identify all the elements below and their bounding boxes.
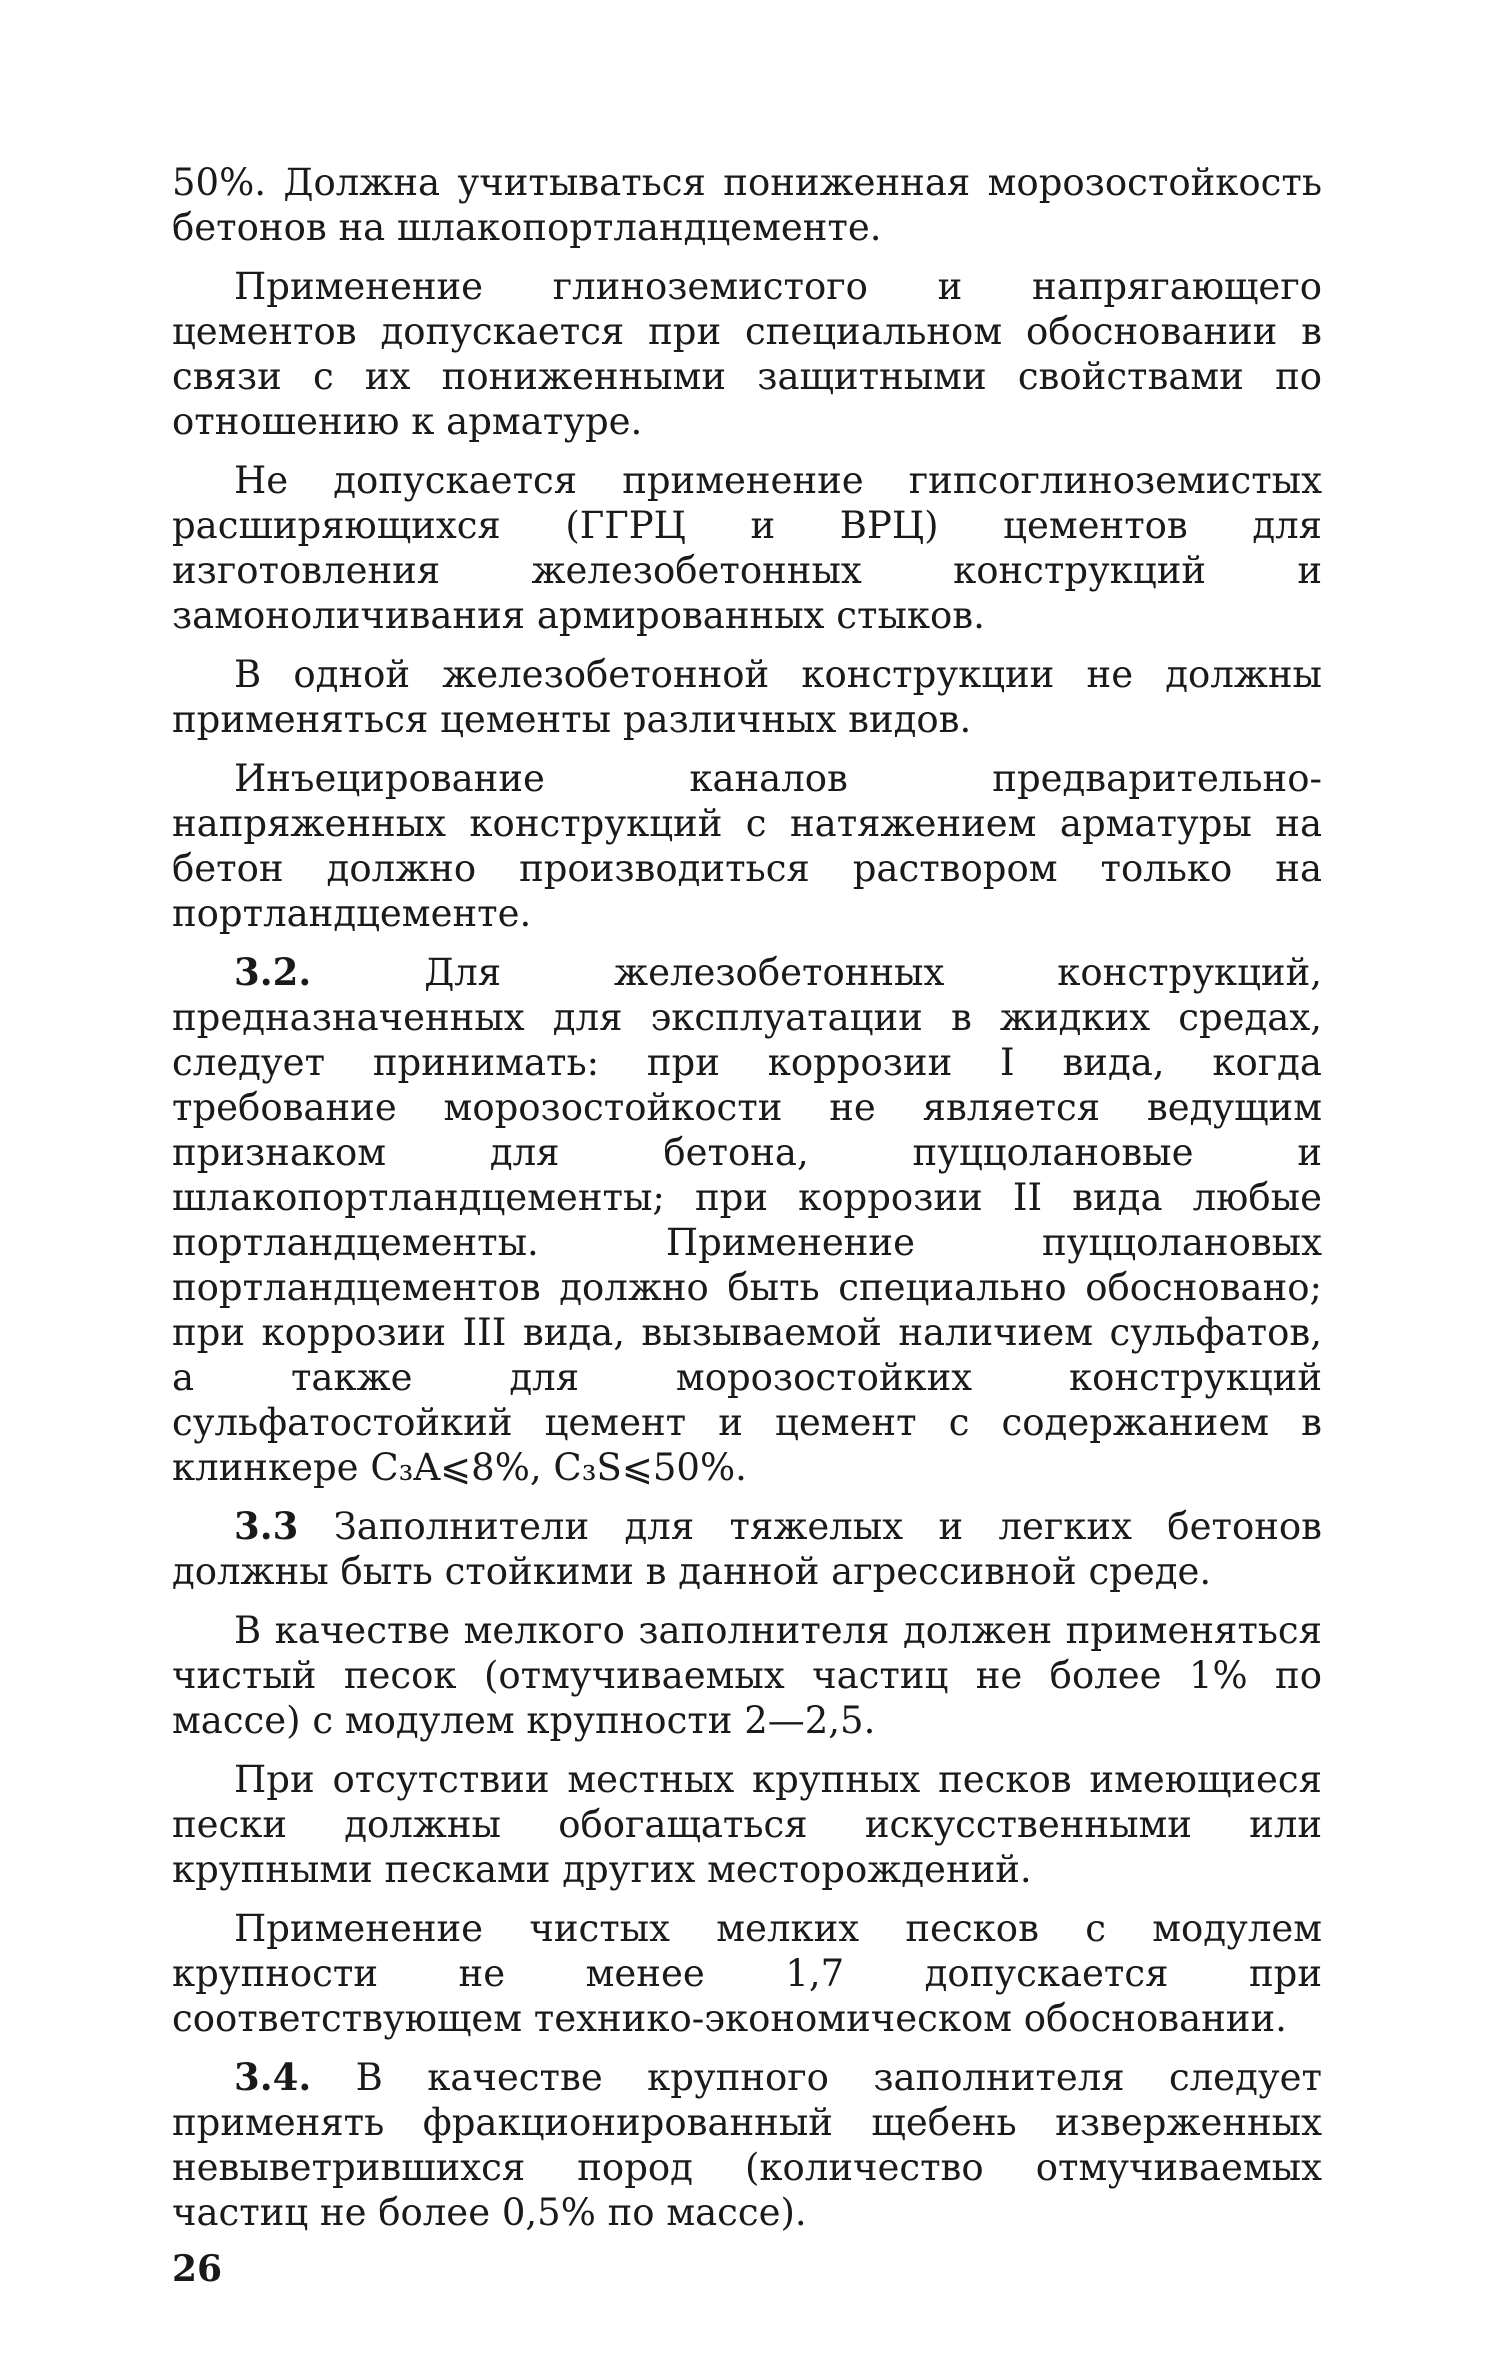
section-number: 3.2. [234, 950, 312, 994]
paragraph-text: В качестве крупного заполнителя следует применять фракционированный щебень изверженных невыветрившихся пород (количество отмучиваемых частиц не более 0,5% по массе). [172, 2056, 1322, 2234]
paragraph [172, 652, 1322, 742]
paragraph-text: Инъецирование каналов предварительно-напряженных конструкций с натяжением арматуры на бетон должно производиться раствором только на портландцементе. [172, 757, 1322, 935]
paragraph-section-3-4 [172, 2055, 1322, 2235]
paragraph-text: 50%. Должна учитываться пониженная морозостойкость бетонов на шлакопортландцементе. [172, 161, 1322, 249]
paragraph-text: Применение чистых мелких песков с модулем крупности не менее 1,7 допускается при соответствующем технико-экономическом обосновании. [172, 1907, 1322, 2040]
paragraph [172, 160, 1322, 250]
paragraph-section-3-2 [172, 950, 1322, 1490]
paragraph-section-3-3 [172, 1504, 1322, 1594]
paragraph [172, 1757, 1322, 1892]
paragraph-text: В качестве мелкого заполнителя должен применяться чистый песок (отмучиваемых частиц не более 1% по массе) с модулем крупности 2—2,5. [172, 1609, 1322, 1742]
section-number: 3.4. [234, 2055, 312, 2099]
page-number: 26 [172, 2248, 223, 2290]
paragraph-text: Применение глиноземистого и напрягающего цементов допускается при специальном обосновании в связи с их пониженными защитными свойствами по отношению к арматуре. [172, 265, 1322, 443]
paragraph-text: При отсутствии местных крупных песков имеющиеся пески должны обогащаться искусственными или крупными песками других месторождений. [172, 1758, 1322, 1891]
paragraph-text: Для железобетонных конструкций, предназначенных для эксплуатации в жидких средах, следует принимать: при коррозии I вида, когда требование морозостойкости не является ведущим признаком для бетона, пуццолановые и шлакопортландцементы; при коррозии II вида любые портландцементы. Применение пуццолановых портландцементов должно быть специально обосновано; при коррозии III вида, вызываемой наличием сульфатов, а также для морозостойких конструкций сульфатостойкий цемент и цемент с содержанием в клинкере C₃A⩽8%, C₃S⩽50%. [172, 951, 1322, 1489]
paragraph-text: Заполнители для тяжелых и легких бетонов должны быть стойкими в данной агрессивной среде. [172, 1505, 1322, 1593]
paragraph-text: В одной железобетонной конструкции не должны применяться цементы различных видов. [172, 653, 1322, 741]
paragraph [172, 756, 1322, 936]
paragraph [172, 1906, 1322, 2041]
paragraph-text: Не допускается применение гипсоглиноземистых расширяющихся (ГГРЦ и ВРЦ) цементов для изготовления железобетонных конструкций и замоноличивания армированных стыков. [172, 459, 1322, 637]
body-text [172, 160, 1322, 2249]
paragraph [172, 1608, 1322, 1743]
paragraph [172, 264, 1322, 444]
paragraph [172, 458, 1322, 638]
section-number: 3.3 [234, 1504, 299, 1548]
